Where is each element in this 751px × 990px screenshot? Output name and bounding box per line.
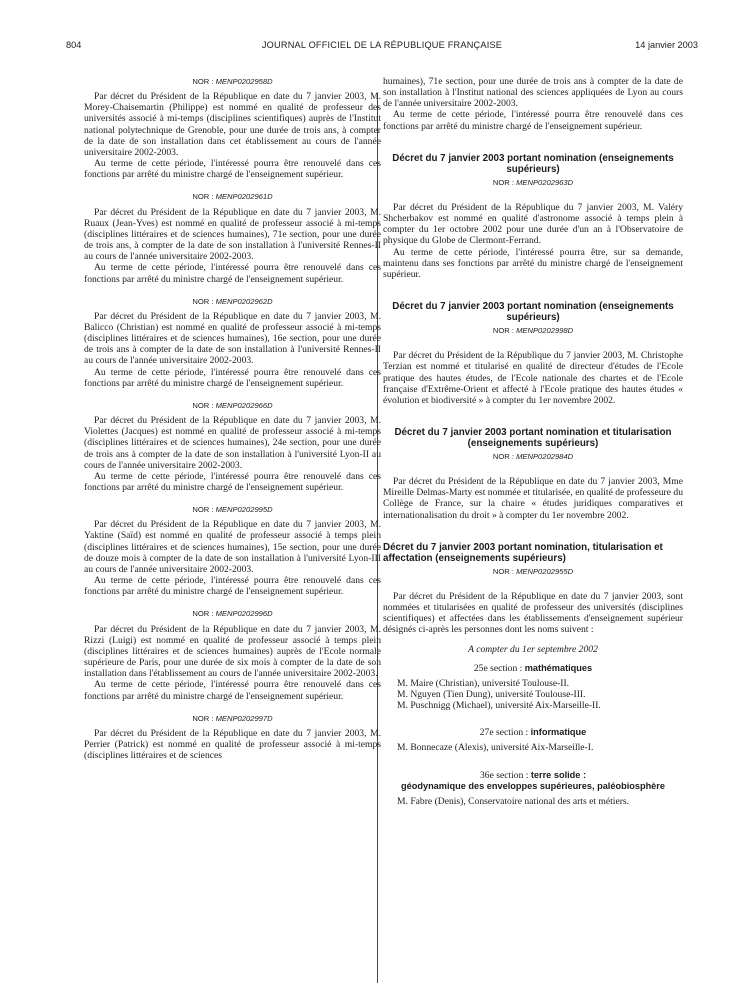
decree-section	[383, 427, 683, 521]
decree-block	[84, 191, 381, 284]
decree-section	[383, 153, 683, 280]
issue-date: 14 janvier 2003	[635, 40, 698, 50]
decree-paragraph: Au terme de cette période, l'intéressé pourra être renouvelé dans ces fonctions par arrêté du ministre chargé de l'enseignement supérieur.	[84, 262, 381, 285]
page-number: 804	[66, 40, 82, 50]
appointee: M. Puschnigg (Michael), université Aix-Marseille-II.	[397, 700, 601, 712]
decree-block	[84, 296, 381, 389]
decree-paragraph: Par décret du Président de la République du 7 janvier 2003, M. Christophe Terzian est nommé et titularisé en qualité de directeur d'études de l'Ecole pratique des hautes études, de l'Ecole nationale des chartes et de l'Ecole française d'Extrême-Orient et affecté à l'Ecole pratique des hautes études « évolution et biodiversité » à compter du 1er novembre 2002.	[383, 350, 683, 406]
page-header	[66, 40, 698, 54]
decree-block	[84, 713, 381, 762]
appointee: M. Nguyen (Tien Dung), université Toulouse-III.	[397, 689, 586, 700]
decree-paragraph: Au terme de cette période, l'intéressé pourra être renouvelé dans ces fonctions par arrêté du ministre chargé de l'enseignement supérieur.	[84, 158, 381, 181]
left-column	[84, 76, 381, 772]
section-subheading: géodynamique des enveloppes supérieures, paléobiosphère	[401, 780, 665, 791]
nor-reference: NOR : MENP0202963D	[492, 177, 574, 187]
decree-title: Décret du 7 janvier 2003 portant nomination (enseignements supérieurs)	[392, 301, 674, 324]
decree-paragraph: Par décret du Président de la République en date du 7 janvier 2003, Mme Mireille Delmas-Marty est nommée et titularisée, en qualité de professeure du Collège de France, sur la chaire « études juridiques comparatives et internationalisation du droit » à compter du 1er novembre 2002.	[383, 476, 683, 521]
decree-title: Décret du 7 janvier 2003 portant nomination (enseignements supérieurs)	[392, 152, 674, 175]
appointee: M. Bonnecaze (Alexis), université Aix-Marseille-I.	[397, 742, 594, 754]
nor-reference: NOR : MENP0202995D	[192, 505, 273, 515]
decree-paragraph: Par décret du Président de la République en date du 7 janvier 2003, M. Perrier (Patrick) est nommé en qualité de professeur associé à mi-temps (disciplines littéraires et de sciences	[84, 727, 381, 762]
appointee: M. Maire (Christian), université Toulouse-II.	[397, 677, 570, 689]
section-heading: 36e section : terre solide :	[479, 769, 587, 781]
decree-section	[383, 301, 683, 406]
decree-block	[84, 504, 381, 597]
decree-paragraph: Par décret du Président de la République en date du 7 janvier 2003, M. Yaktine (Saïd) est nommé en qualité de professeur associé à temps plein (disciplines littéraires et de sciences humaines), 15e section, pour une durée de douze mois à compter de la date de son installation à l'université Lyon-III au cours de l'année universitaire 2002-2003.	[84, 519, 381, 575]
decree-paragraph: humaines), 71e section, pour une durée de trois ans à compter de la date de son installation à l'Institut national des sciences appliquées de Lyon au cours de l'année universitaire 2002-2003.	[383, 76, 683, 110]
nor-reference: NOR : MENP0202962D	[192, 296, 273, 306]
nor-reference: NOR : MENP0202955D	[492, 566, 574, 576]
journal-title: JOURNAL OFFICIEL DE LA RÉPUBLIQUE FRANÇAISE	[261, 40, 503, 50]
decree-paragraph: Par décret du Président de la République en date du 7 janvier 2003, M. Morey-Chaisemartin (Philippe) est nommé en qualité de professeur des universités associé à mi-temps (disciplines scientifiques) auprès de l'Institut national polytechnique de Grenoble, pour une durée de trois ans, à compter de la date de son installation dans cet établissement au cours de l'année universitaire 2002-2003.	[84, 91, 381, 158]
decree-paragraph: Au terme de cette période, l'intéressé pourra être renouvelé dans ces fonctions par arrêté du ministre chargé de l'enseignement supérieur.	[383, 109, 683, 132]
decree-block	[84, 608, 381, 701]
decree-paragraph: Par décret du Président de la République en date du 7 janvier 2003, M. Violettes (Jacques) est nommé en qualité de professeur associé à mi-temps (disciplines littéraires et de sciences humaines), 24e section, pour une durée de trois ans à compter de la date de son installation à l'université Lyon-II au cours de l'année universitaire 2002-2003.	[84, 415, 381, 471]
decree-block	[84, 76, 381, 180]
section-heading: 25e section : mathématiques	[473, 662, 593, 674]
decree-paragraph: Au terme de cette période, l'intéressé pourra être, sur sa demande, maintenu dans ses fonctions par arrêté du ministre chargé de l'enseignement supérieur.	[383, 246, 683, 280]
effective-date-heading: A compter du 1er septembre 2002	[468, 643, 598, 655]
decree-paragraph: Au terme de cette période, l'intéressé pourra être renouvelé dans ces fonctions par arrêté du ministre chargé de l'enseignement supérieur.	[84, 575, 381, 598]
decree-paragraph: Par décret du Président de la République du 7 janvier 2003, M. Valéry Shcherbakov est nommé en qualité d'astronome associé à temps plein à compter du 1er octobre 2002 pour une durée d'un an à l'Observatoire de physique du Globe de Clermont-Ferrand.	[383, 201, 683, 247]
decree-paragraph: Par décret du Président de la République en date du 7 janvier 2003, M. Balicco (Christian) est nommé en qualité de professeur associé à mi-temps (disciplines littéraires et de sciences humaines), 16e section, pour une durée de trois ans à compter de la date de son installation à l'université Rennes-II au cours de l'année universitaire 2002-2003.	[84, 310, 381, 367]
nor-reference: NOR : MENP0202984D	[492, 451, 574, 461]
decree-block	[84, 400, 381, 493]
decree-title: Décret du 7 janvier 2003 portant nomination, titularisation et affectation (enseignements supérieurs)	[383, 541, 663, 564]
decree-paragraph: Par décret du Président de la République en date du 7 janvier 2003, M. Rizzi (Luigi) est nommé en qualité de professeur associé à temps plein (disciplines littéraires et de sciences humaines) auprès de l'Ecole normale supérieure de Paris, pour une durée de six mois à compter de la date de son installation dans l'établissement au cours de l'année universitaire 2002-2003.	[84, 623, 381, 680]
decree-section	[383, 542, 683, 807]
nor-reference: NOR : MENP0202966D	[192, 400, 273, 410]
decree-paragraph: Au terme de cette période, l'intéressé pourra être renouvelé dans ces fonctions par arrêté du ministre chargé de l'enseignement supérieur.	[84, 470, 381, 493]
appointee: M. Fabre (Denis), Conservatoire national des arts et métiers.	[397, 795, 630, 807]
decree-continuation	[383, 76, 683, 132]
decree-title: Décret du 7 janvier 2003 portant nomination et titularisation (enseignements supérieurs)	[394, 426, 672, 449]
nor-reference: NOR : MENP0202997D	[192, 713, 273, 723]
decree-paragraph: Au terme de cette période, l'intéressé pourra être renouvelé dans ces fonctions par arrêté du ministre chargé de l'enseignement supérieur.	[84, 679, 381, 702]
nor-reference: NOR : MENP0202998D	[492, 326, 574, 336]
nor-reference: NOR : MENP0202996D	[192, 609, 273, 619]
right-column	[383, 76, 683, 818]
section-heading: 27e section : informatique	[479, 727, 587, 739]
decree-paragraph: Au terme de cette période, l'intéressé pourra être renouvelé dans ces fonctions par arrêté du ministre chargé de l'enseignement supérieur.	[84, 366, 381, 389]
nor-reference: NOR : MENP0202958D	[192, 77, 273, 86]
nor-reference: NOR : MENP0202961D	[192, 192, 273, 202]
decree-paragraph: Par décret du Président de la République en date du 7 janvier 2003, M. Ruaux (Jean-Yves) est nommé en qualité de professeur associé à mi-temps (disciplines littéraires et de sciences humaines), 71e section, pour une durée de trois ans, à compter de la date de son installation à l'université Rennes-II au cours de l'année universitaire 2002-2003.	[84, 206, 381, 263]
decree-paragraph: Par décret du Président de la République en date du 7 janvier 2003, sont nommées et titularisées en qualité de professeur des universités (disciplines scientifiques) et affectées dans les établissements d'enseignement supérieur désignés ci-après les personnes dont les noms suivent :	[383, 590, 683, 636]
